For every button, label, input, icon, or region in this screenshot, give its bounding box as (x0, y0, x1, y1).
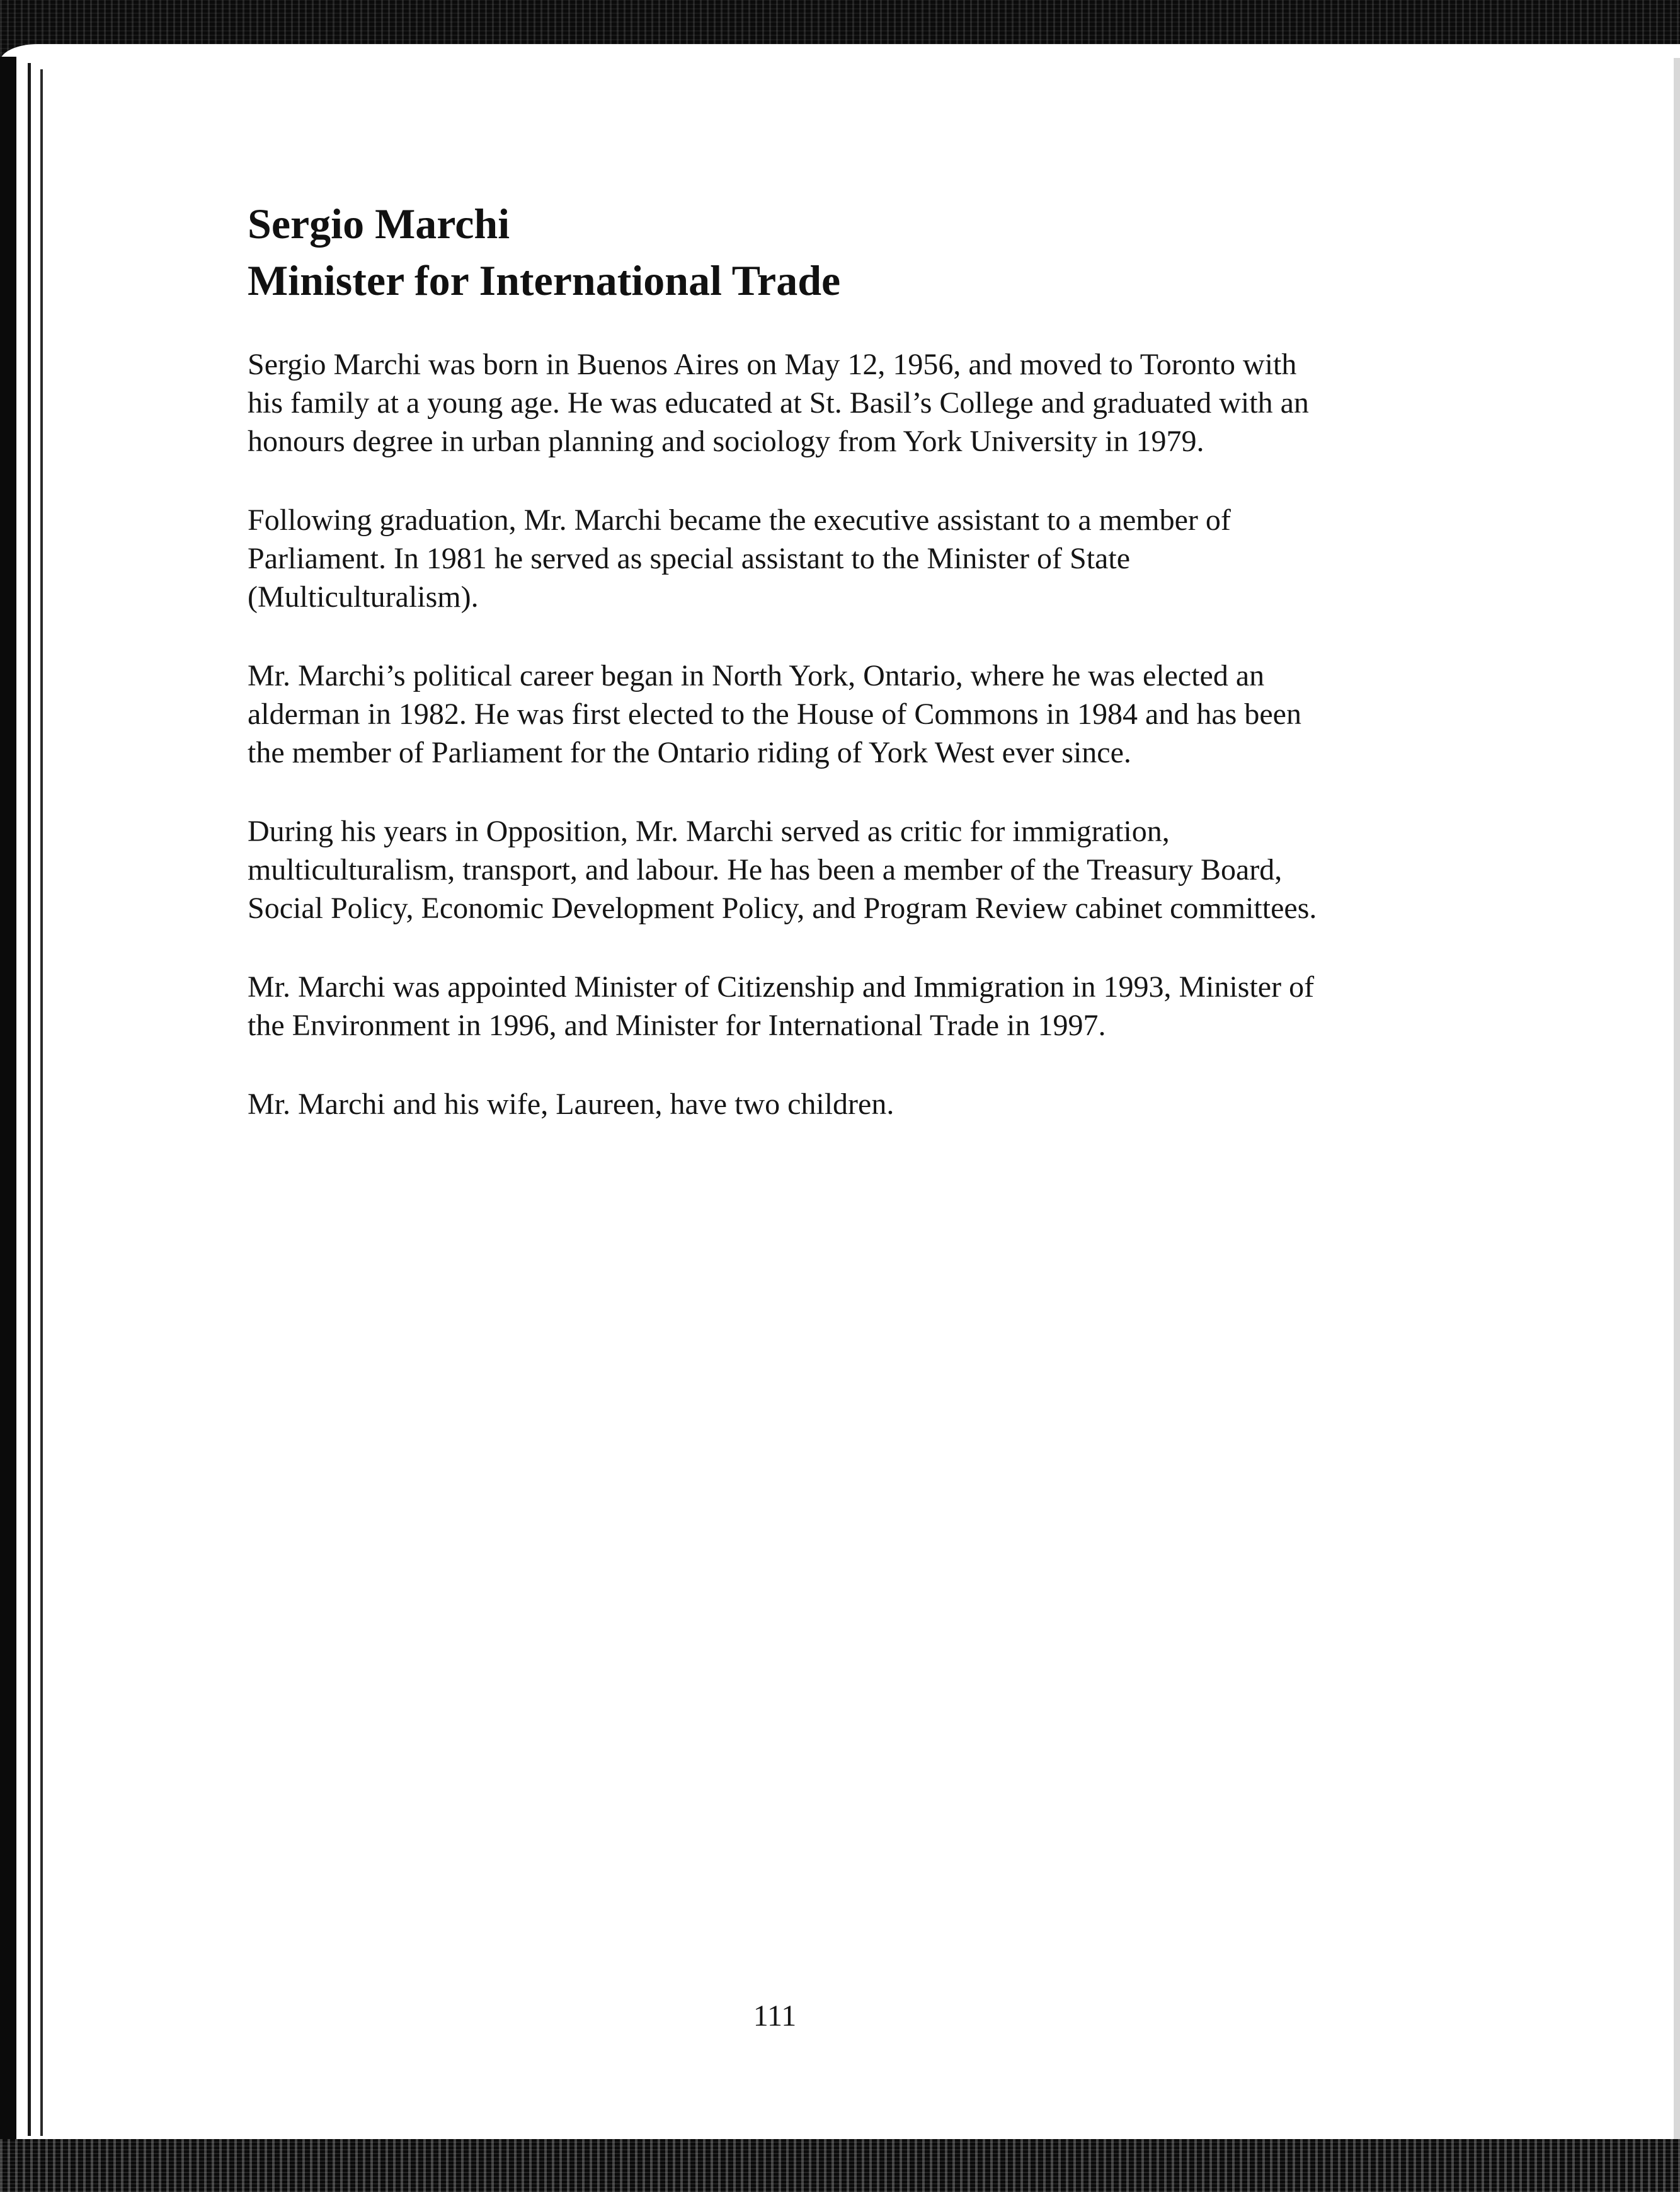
book-spine-shadow (0, 57, 16, 2142)
page-right-edge (1674, 58, 1680, 2139)
paragraph-opposition: During his years in Opposition, Mr. Marchi served as critic for immigration, multiculturalism, transport, and labour. He has been a member of the Treasury Board, Social Policy, Economic Development Policy, and Program Review cabinet committees. (248, 815, 1317, 925)
spine-line (28, 63, 31, 2136)
document-title (248, 195, 1331, 309)
paragraph-ministerial-appointments: Mr. Marchi was appointed Minister of Citizenship and Immigration in 1993, Minister of the Environment in 1996, and Minister for International Trade in 1997. (248, 970, 1315, 1042)
page-number: 111 (753, 1999, 797, 2033)
spine-line-inner (40, 69, 43, 2136)
title-name: Sergio Marchi (248, 200, 510, 248)
biography-text (248, 345, 1331, 1123)
page-top-edge (0, 44, 1680, 69)
scan-bottom-border (0, 2139, 1680, 2192)
paragraph-political-career: Mr. Marchi’s political career began in North York, Ontario, where he was elected an alderman in 1982. He was first elected to the House of Commons in 1984 and has been the member of Parliament for the Ontario riding of York West ever since. (248, 659, 1301, 769)
paragraph-graduation: Following graduation, Mr. Marchi became the executive assistant to a member of Parliament. In 1981 he served as special assistant to the Minister of State (Multiculturalism). (248, 503, 1231, 614)
paragraph-early-life: Sergio Marchi was born in Buenos Aires on May 12, 1956, and moved to Toronto with his family at a young age. He was educated at St. Basil’s College and graduated with an honours degree in urban planning and sociology from York University in 1979. (248, 348, 1309, 458)
title-position: Minister for International Trade (248, 256, 841, 304)
document-body (248, 195, 1331, 1164)
paragraph-family: Mr. Marchi and his wife, Laureen, have two children. (248, 1087, 894, 1121)
